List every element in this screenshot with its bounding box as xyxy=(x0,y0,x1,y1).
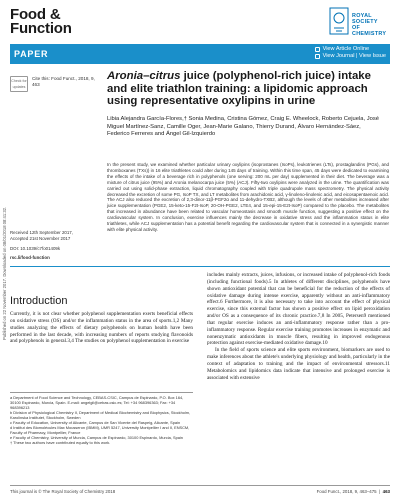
citation-text: Cite this: Food Funct., 2018, 9, 463 xyxy=(32,76,95,87)
footnote-divider xyxy=(10,392,193,393)
rsc-logo[interactable] xyxy=(328,6,390,40)
download-side-note: Published on 22 November 2017. Downloaded on 08/01/2018 08:41:32. xyxy=(2,206,7,340)
introduction-heading: Introduction xyxy=(10,295,68,307)
section-divider xyxy=(10,266,390,267)
intro-left-column: Currently, it is not clear whether polyphenol supplementation exerts beneficial effects on oxidative stress (OS) and/or the inflammation status in the area of sports.1,2 Many studies analyzing the effects of dietary polyphenols on human health have been performed in the last decade, with increasing numbers of reports studying flavonoids and polyphenols in general.3,4 The studies on polyphenol supplementation in exercise xyxy=(10,311,193,345)
logo-line1: ROYAL SOCIETY xyxy=(352,13,378,25)
footnote: b Division of Physiological Chemistry II, Department of Medical Biochemistry and Biophysics, Stockholm, Karolinska Institutet, Stockholm, Sweden xyxy=(10,410,191,420)
journal-title-line2: Function xyxy=(10,20,72,37)
article-dates xyxy=(10,230,102,261)
author-list: Libia Alejandra García-Flores,† Sonia Medina, Cristina Gómez, Craig E. Wheelock, Roberto Cejuela, José Miguel Martínez-Sanz, Camille Oger, Jean-Marie Galano, Thierry Durand, Álvaro Hernández-Sáez, Federico Ferreres and Ángel Gil-Izquierdo xyxy=(107,116,379,138)
received-date: Received 12th September 2017, xyxy=(10,230,73,235)
view-journal-link[interactable] xyxy=(315,53,386,60)
title-rest: juice (polyphenol-rich juice) intake and elite triathlon training: a lipidomic approach using representative oxylipins in urine xyxy=(107,70,371,108)
view-article-online-label: View Article Online xyxy=(322,46,370,52)
page-footer: Food Funct., 2018, 9, 463–475 | 463 xyxy=(316,489,390,494)
abstract: In the present study, we examined whether particular urinary oxylipins (isoprostanes (IsoPs), leukotrienes (LTs), prostaglandins (PGs), and thromboxanes (TXs)) in 16 elite triathletes could alter during 145 days of training. Within this time span, 45 days were dedicated to examining the effects of the intake of a beverage rich in polyphenols (one serving: 200 mL per day) supplemented in their diet. The beverage was a mixture of citrus juice (95%) and Aronia melanocarpa juice (5%) (ACJ). Fifty-two oxylipins were analyzed in the urine. The quantification was carried out using solid-phase extraction, liquid chromatography coupled with triple quadrupole mass spectrometry. The physical activity decreased the excretion of some PG, IsoP TX, and LT metabolites from arachidonic acid, γ-linoleno-linolenic acid, and eicosapentaenoic acid. The ACJ also reduced the excretion of 2,3-dinor-11β-PGF2α and 11-dehydro-TXB2, although the levels of other metabolites increased after juice supplementation (PGE2, 15-keto-15-F2t-IsoP, 20-OH-PGE2, LTE4, and 15-epi-15-E2t-IsoP) compared to the placebo. The metabolites that increased in abundance have been related to vascular homeostasis and smooth muscle function, suggesting a positive effect on the cardiovascular system. In conclusion, exercise influences mainly the decrease in oxidative stress and the inflammation status in elite triathletes, while ACJ supplementation has a potential benefit regarding the cardiovascular system that is connected in a synergistic manner with elite physical activity. xyxy=(107,162,389,232)
article-links xyxy=(315,46,386,60)
affiliation-footnotes xyxy=(10,395,193,445)
doi-link[interactable]: DOI: 10.1039/c7fo01409k xyxy=(10,245,61,251)
footnote: e Faculty of Chemistry, University of Murcia, Campus de Espinardo, 30100 Espinardo, Murcia, Spain xyxy=(10,435,183,440)
intro-right-column xyxy=(207,272,390,382)
intro-right-paragraph: includes mainly extracts, juices, infusions, or increased intake of polyphenol-rich foods (including functional foods).5 In athletes of different disciplines, polyphenols have shown antioxidant potential that can be beneficial for the reduction of the effects of oxidative damage during intense exercise, apparently without an anti-inflammatory effect.6 Furthermore, it is also necessary to take into account the effect of physical exercise, since this external factor has shown a positive effect on lipid peroxidation and/or OS as a consequence of its chronic practice.7,8 In 2005, Petersen9 mentioned that regular exercise induces an anti-inflammatory response rather than a pro-inflammatory response. Regular exercise training promotes increases in enzymatic and nonenzymatic antioxidants in muscle fibers, resulting in improved endogenous protection against exercise-mediated oxidative damage.10 xyxy=(207,272,390,347)
journal-citation-footer: Food Funct., 2018, 9, 463–475 xyxy=(316,489,377,494)
journal-title-line1: Food & xyxy=(10,6,61,23)
check-for-updates-badge[interactable]: Check for updates xyxy=(10,76,28,92)
intro-right-paragraph: In the field of sports science and elite sports environment, biomarkers are used to make inferences about the athlete's underlying physiology and health, particularly in the context of adaptation to training and the impact of environmental stressors.11 Metabolomics and lipidomics data indicate that intensive and prolonged exercise is associated with extensive xyxy=(207,347,390,381)
rsc-logo-text xyxy=(352,13,390,37)
title-italic: Aronia–citrus xyxy=(107,70,181,82)
journal-title[interactable] xyxy=(10,8,72,36)
page-number: 463 xyxy=(382,489,390,494)
article-title xyxy=(107,70,387,108)
footnote: † These two authors have contributed equally to this work. xyxy=(10,440,111,445)
logo-line2: OF CHEMISTRY xyxy=(352,25,387,37)
paper-type-label: PAPER xyxy=(14,49,49,59)
rsc-crest-icon xyxy=(328,6,350,36)
view-journal-label: View Journal | View Issue xyxy=(322,53,386,59)
accepted-date: Accepted 21st November 2017 xyxy=(10,235,71,241)
copyright-footer: This journal is © The Royal Society of Chemistry 2018 xyxy=(10,489,116,494)
journal-icon xyxy=(315,54,320,59)
paper-type-bar xyxy=(10,44,390,64)
footnote: c Faculty of Education, University of Alicante, Campus de San Vicente del Raspeig, Alicante, Spain xyxy=(10,420,181,425)
view-article-online-link[interactable] xyxy=(315,46,386,53)
footnote: d Institut des Biomolécules Max Mousseron (IBMM), UMR 5247, University Montpellier I and II, ENSCM, Faculty of Pharmacy, Montpellier, France xyxy=(10,425,190,435)
citation-block xyxy=(10,76,102,92)
external-link-icon xyxy=(315,47,320,52)
footnote: a Department of Food Science and Technology, CEBAS-CSIC, Campus de Espinardo, P.O. Box 164, 30100 Espinardo, Murcia, Spain. E-mail: angelgil@cebas.csic.es; Tel: +34 968396363; Fax: +34 968396213 xyxy=(10,395,184,410)
journal-site-link[interactable]: rsc.li/food-function xyxy=(10,255,50,261)
footer-divider xyxy=(10,485,390,486)
